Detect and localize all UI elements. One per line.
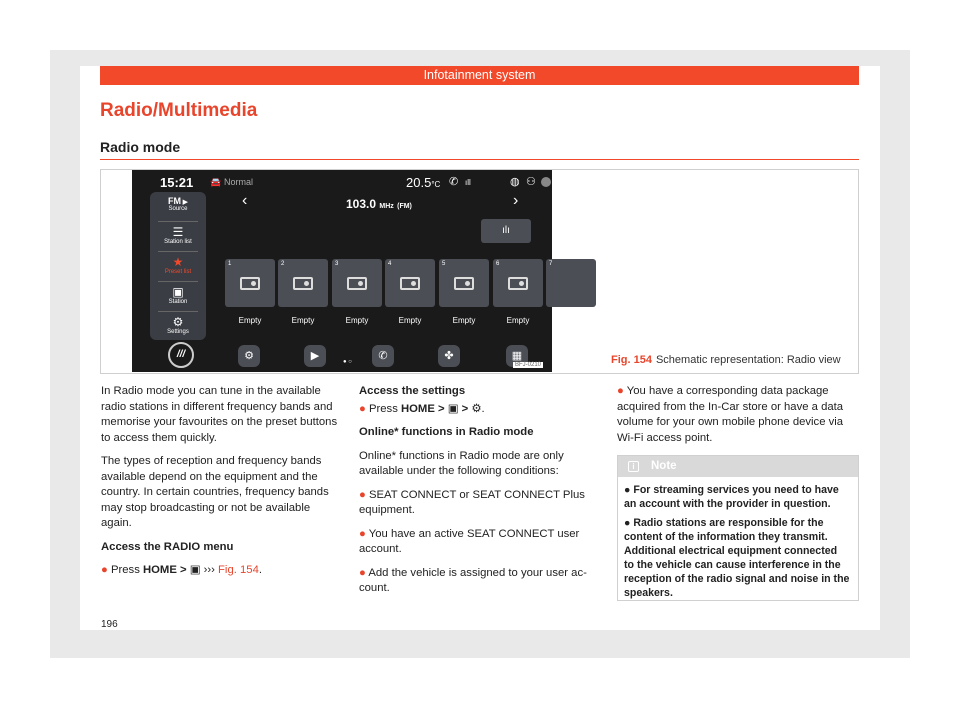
- prev-station-button[interactable]: ‹: [242, 192, 248, 209]
- radio-icon: [400, 277, 420, 290]
- preset-tile[interactable]: 7: [546, 259, 596, 307]
- preset-tile[interactable]: 4: [385, 259, 435, 307]
- note-item: ● For streaming services you need to have an account with the provider in question.: [624, 484, 839, 510]
- divider: [158, 311, 198, 312]
- column-3: [617, 384, 861, 454]
- sidebar-item-source[interactable]: FM ▶ Source: [167, 196, 189, 212]
- preset-tile[interactable]: 2: [278, 259, 328, 307]
- radio-icon: ▣: [447, 402, 459, 415]
- car-icon: 🚘: [210, 177, 222, 187]
- sidebar-item-preset-list[interactable]: ★ Preset list: [150, 255, 206, 275]
- radio-icon: [508, 277, 528, 290]
- note-body: [618, 477, 858, 600]
- radio-icon: [454, 277, 474, 290]
- list-item: ● Add the vehicle is assigned to your user ac- count.: [359, 566, 587, 594]
- note-header: i Note: [618, 456, 858, 477]
- figure-link[interactable]: Fig. 154: [218, 564, 259, 576]
- paragraph: In Radio mode you can tune in the available radio stations in different frequency bands and memorise your favourites on the preset buttons to access them quickly.: [101, 385, 338, 444]
- sidebar-item-settings[interactable]: ⚙ Settings: [150, 315, 206, 335]
- bullet-icon: ●: [359, 566, 366, 579]
- paragraph: Online* functions in Radio mode are only available under the following conditions:: [359, 449, 564, 477]
- radio-screen: [132, 170, 552, 372]
- list-item: ● You have a corresponding data package acquired from the In-Car store or have a data volume for your own mobile phone device via Wi-Fi access point.: [617, 385, 844, 444]
- radio-icon: [347, 277, 367, 290]
- bullet-icon: ●: [617, 385, 624, 397]
- preset-tile[interactable]: 3: [332, 259, 382, 307]
- phone-icon: ✆: [449, 176, 459, 188]
- preset-label: Empty: [238, 316, 262, 325]
- frequency-display: 103.0 MHz (FM): [346, 197, 412, 211]
- status-dot-icon: [541, 177, 551, 187]
- divider: [158, 281, 198, 282]
- page-number: 196: [101, 619, 118, 630]
- preset-tile[interactable]: 5: [439, 259, 489, 307]
- radio-icon: [293, 277, 313, 290]
- play-icon: ▶: [182, 199, 189, 206]
- preset-label: Empty: [452, 316, 476, 325]
- network-icon: ⚇: [526, 176, 536, 188]
- page-indicator: ● ○: [343, 359, 352, 365]
- gear-icon: ⚙: [172, 315, 184, 329]
- divider: [158, 251, 198, 252]
- image-code: BFJ-0210: [515, 362, 542, 368]
- radio-icon: ▣: [189, 564, 201, 576]
- preset-label: Empty: [345, 316, 369, 325]
- section-title: Radio/Multimedia: [100, 100, 258, 121]
- equalizer-button[interactable]: ılı: [481, 219, 531, 243]
- sidebar-item-station-list[interactable]: ☰ Station list: [150, 225, 206, 245]
- drive-mode: Normal: [224, 177, 254, 187]
- list-icon: ☰: [172, 225, 184, 239]
- heading-rule: [100, 159, 859, 160]
- chapter-banner: Infotainment system: [100, 66, 859, 85]
- subsection-title: Radio mode: [100, 139, 181, 155]
- phone-icon[interactable]: ✆: [372, 345, 394, 367]
- column-2: [359, 384, 601, 605]
- list-item: ● You have an active SEAT CONNECT user account.: [359, 527, 580, 555]
- radio-icon: ▣: [172, 285, 184, 299]
- note-item: ● Radio stations are responsible for the content of the information they transmit. Additional electrical equipment connected to the vehicle can cause interference in the reception of the radio signal and noise in the speakers.: [624, 517, 850, 599]
- list-item: ● Press HOME > ▣ > ⚙.: [359, 402, 485, 415]
- temperature: 20.5°C: [406, 175, 441, 190]
- figure-caption: Fig. 154 Schematic representation: Radio view: [611, 354, 841, 366]
- gear-icon[interactable]: ⚙: [238, 345, 260, 367]
- globe-icon: ◍: [510, 176, 520, 188]
- column-1: [101, 384, 339, 587]
- list-item: ● SEAT CONNECT or SEAT CONNECT Plus equipment.: [359, 488, 585, 516]
- preset-tile[interactable]: 6: [493, 259, 543, 307]
- radio-icon: [240, 277, 260, 290]
- sidebar-item-station[interactable]: ▣ Station: [150, 285, 206, 305]
- radio-sidebar: [150, 192, 206, 340]
- note-box: [617, 455, 859, 601]
- bullet-icon: ●: [359, 488, 366, 501]
- subheading: Access the RADIO menu: [101, 540, 234, 553]
- preset-label: Empty: [291, 316, 315, 325]
- star-icon: ★: [172, 255, 184, 269]
- fan-icon[interactable]: ✤: [438, 345, 460, 367]
- preset-tile[interactable]: 1: [225, 259, 275, 307]
- clock: 15:21: [160, 175, 194, 190]
- list-item: ● Press HOME > ▣ ››› Fig. 154.: [101, 564, 262, 576]
- media-icon[interactable]: ▦: [506, 345, 528, 367]
- subheading: Online* functions in Radio mode: [359, 426, 534, 438]
- gear-icon: ⚙: [471, 402, 482, 415]
- bullet-icon: ●: [359, 402, 366, 415]
- next-station-button[interactable]: ›: [513, 192, 519, 209]
- divider: [158, 221, 198, 222]
- paragraph: The types of reception and frequency bands available depend on the equipment and the country. In certain countries, frequency bands may stop broadcasting or not be available again.: [101, 455, 329, 529]
- play-icon[interactable]: ▶: [304, 345, 326, 367]
- bullet-icon: ●: [359, 527, 366, 540]
- preset-label: Empty: [398, 316, 422, 325]
- subheading: Access the settings: [359, 385, 466, 397]
- info-icon: i: [628, 461, 639, 472]
- signal-icon: ıll: [465, 178, 471, 187]
- preset-label: Empty: [506, 316, 530, 325]
- climate-button[interactable]: ///: [168, 342, 194, 368]
- bullet-icon: ●: [101, 564, 108, 576]
